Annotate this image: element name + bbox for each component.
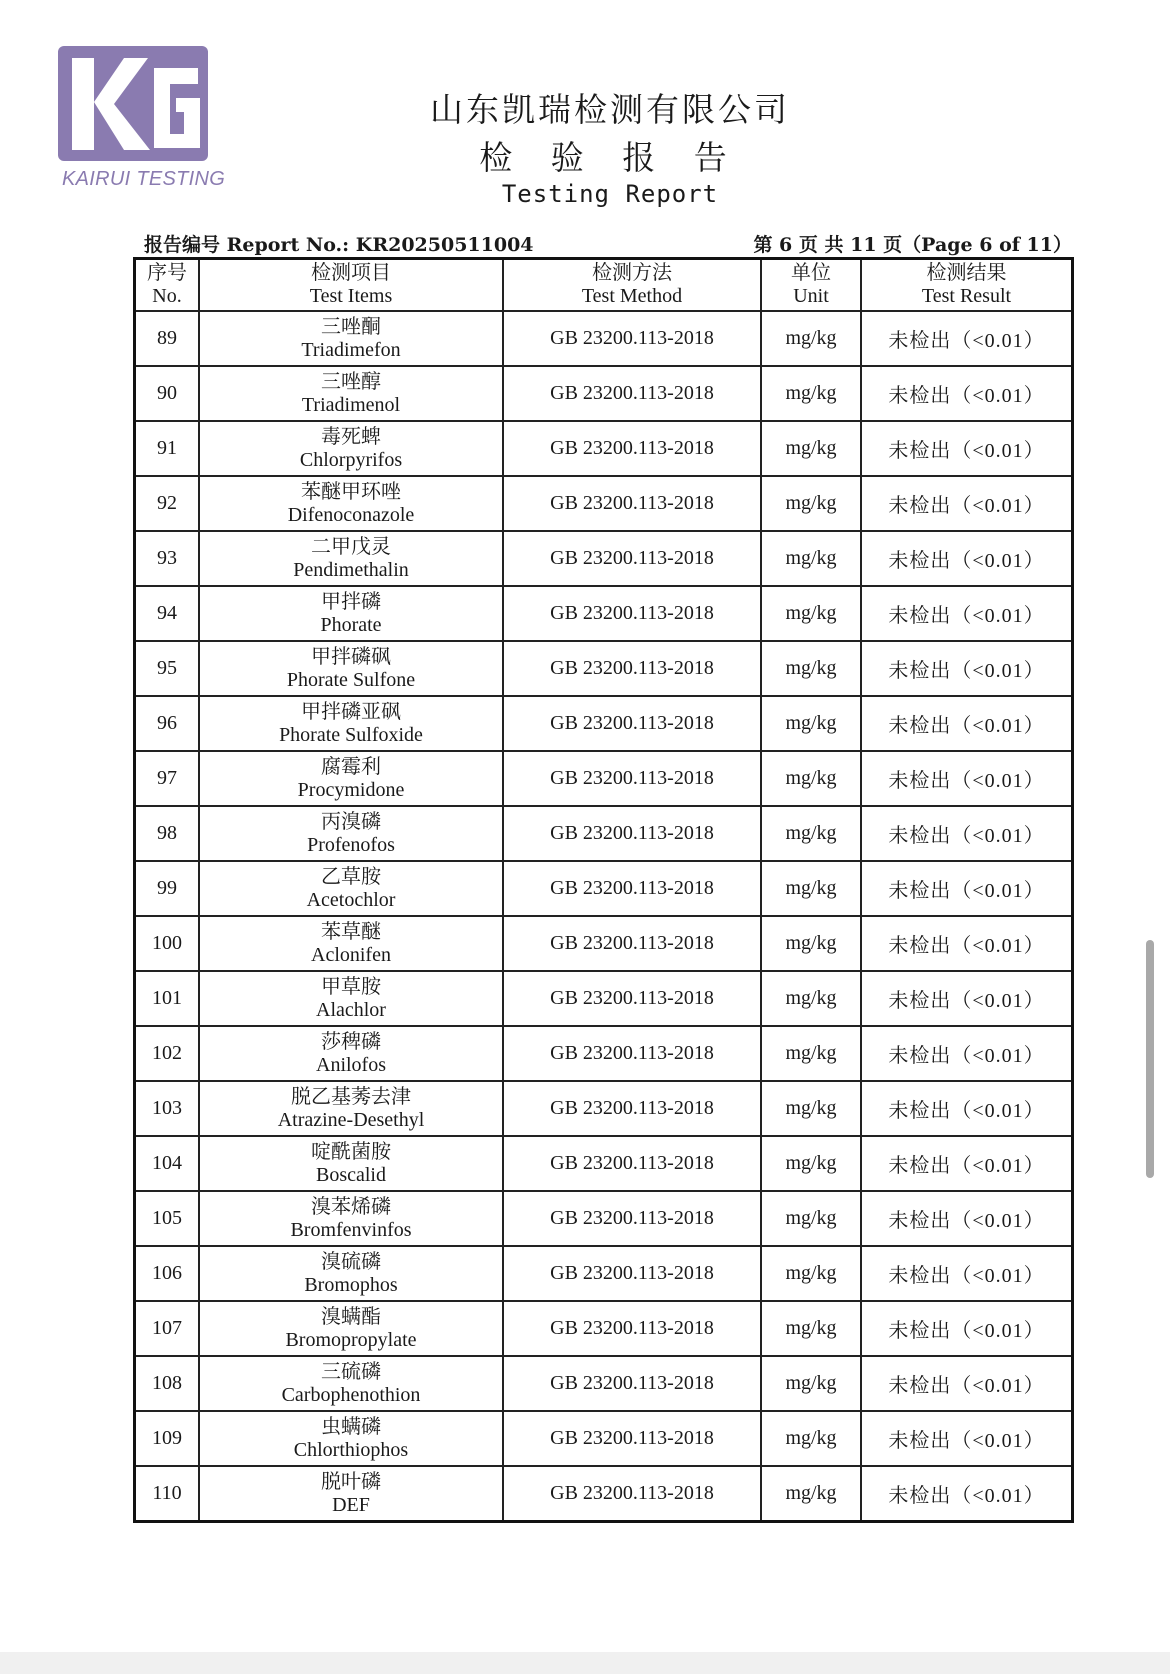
- test-method: GB 23200.113-2018: [503, 476, 761, 531]
- test-item: [199, 1411, 503, 1466]
- test-item-cn: 乙草胺: [321, 865, 381, 888]
- table-header-row: [135, 259, 1073, 312]
- test-method: GB 23200.113-2018: [503, 696, 761, 751]
- unit: mg/kg: [761, 1136, 861, 1191]
- test-item: [199, 806, 503, 861]
- row-number: 106: [135, 1246, 200, 1301]
- test-item-cn: 苯草醚: [321, 920, 381, 943]
- table-row: [135, 696, 1073, 751]
- test-item: [199, 311, 503, 366]
- test-item-cn: 毒死蜱: [321, 425, 381, 448]
- test-result: 未检出（<0.01）: [861, 1136, 1073, 1191]
- test-item: [199, 1191, 503, 1246]
- test-item: [199, 641, 503, 696]
- test-result: 未检出（<0.01）: [861, 1081, 1073, 1136]
- test-item-cn: 甲拌磷亚砜: [301, 700, 401, 723]
- test-item-cn: 啶酰菌胺: [311, 1140, 391, 1163]
- test-method: GB 23200.113-2018: [503, 641, 761, 696]
- test-item-cn: 溴硫磷: [321, 1250, 381, 1273]
- test-item-cn: 甲拌磷砜: [311, 645, 391, 668]
- test-item-en: Bromopropylate: [285, 1328, 417, 1351]
- row-number: 102: [135, 1026, 200, 1081]
- test-item-en: Difenoconazole: [287, 503, 415, 526]
- test-item-cn: 甲草胺: [321, 975, 381, 998]
- test-item-en: Acetochlor: [306, 888, 396, 911]
- table-row: [135, 586, 1073, 641]
- test-item-en: Bromophos: [304, 1273, 398, 1296]
- test-result: 未检出（<0.01）: [861, 1301, 1073, 1356]
- row-number: 96: [135, 696, 200, 751]
- test-method: GB 23200.113-2018: [503, 531, 761, 586]
- row-number: 92: [135, 476, 200, 531]
- unit: mg/kg: [761, 1191, 861, 1246]
- test-result: 未检出（<0.01）: [861, 421, 1073, 476]
- test-method: GB 23200.113-2018: [503, 366, 761, 421]
- table-row: [135, 1466, 1073, 1522]
- test-method: GB 23200.113-2018: [503, 1191, 761, 1246]
- test-item: [199, 366, 503, 421]
- test-item-en: Triadimefon: [301, 338, 401, 361]
- test-method: GB 23200.113-2018: [503, 311, 761, 366]
- test-item-cn: 三唑醇: [321, 370, 381, 393]
- table-row: [135, 476, 1073, 531]
- test-item-cn: 溴螨酯: [321, 1305, 381, 1328]
- test-result: 未检出（<0.01）: [861, 916, 1073, 971]
- row-number: 95: [135, 641, 200, 696]
- test-item-en: Phorate Sulfone: [286, 668, 416, 691]
- unit: mg/kg: [761, 1026, 861, 1081]
- test-item-en: Bromfenvinfos: [290, 1218, 412, 1241]
- row-number: 109: [135, 1411, 200, 1466]
- test-item: [199, 696, 503, 751]
- test-result: 未检出（<0.01）: [861, 1466, 1073, 1522]
- table-row: [135, 861, 1073, 916]
- table-row: [135, 1356, 1073, 1411]
- report-title-cn: 检 验 报 告: [479, 138, 741, 177]
- table-row: [135, 1411, 1073, 1466]
- unit: mg/kg: [761, 1301, 861, 1356]
- company-logo: [58, 46, 226, 196]
- row-number: 91: [135, 421, 200, 476]
- test-item-en: DEF: [332, 1493, 370, 1516]
- test-item-cn: 莎稗磷: [321, 1030, 381, 1053]
- row-number: 90: [135, 366, 200, 421]
- header-no: 序号 No.: [135, 259, 200, 312]
- unit: mg/kg: [761, 1081, 861, 1136]
- unit: mg/kg: [761, 421, 861, 476]
- table-row: [135, 1301, 1073, 1356]
- row-number: 103: [135, 1081, 200, 1136]
- row-number: 93: [135, 531, 200, 586]
- test-result: 未检出（<0.01）: [861, 1411, 1073, 1466]
- test-method: GB 23200.113-2018: [503, 1466, 761, 1522]
- test-method: GB 23200.113-2018: [503, 1136, 761, 1191]
- row-number: 101: [135, 971, 200, 1026]
- test-result: 未检出（<0.01）: [861, 476, 1073, 531]
- test-item: [199, 751, 503, 806]
- row-number: 89: [135, 311, 200, 366]
- row-number: 98: [135, 806, 200, 861]
- test-item-en: Alachlor: [316, 998, 386, 1021]
- unit: mg/kg: [761, 916, 861, 971]
- unit: mg/kg: [761, 971, 861, 1026]
- test-item-cn: 溴苯烯磷: [311, 1195, 391, 1218]
- row-number: 99: [135, 861, 200, 916]
- test-item-cn: 三唑酮: [321, 315, 381, 338]
- unit: mg/kg: [761, 1411, 861, 1466]
- test-method: GB 23200.113-2018: [503, 751, 761, 806]
- test-item: [199, 1466, 503, 1522]
- table-row: [135, 1081, 1073, 1136]
- test-method: GB 23200.113-2018: [503, 861, 761, 916]
- row-number: 97: [135, 751, 200, 806]
- test-item: [199, 476, 503, 531]
- table-row: [135, 751, 1073, 806]
- unit: mg/kg: [761, 861, 861, 916]
- test-results-table: [133, 257, 1074, 1523]
- test-result: 未检出（<0.01）: [861, 751, 1073, 806]
- unit: mg/kg: [761, 1356, 861, 1411]
- table-row: [135, 806, 1073, 861]
- test-item-en: Boscalid: [316, 1163, 386, 1186]
- header-test-result: 检测结果 Test Result: [861, 259, 1073, 312]
- test-result: 未检出（<0.01）: [861, 1246, 1073, 1301]
- test-item: [199, 861, 503, 916]
- test-result: 未检出（<0.01）: [861, 1356, 1073, 1411]
- test-method: GB 23200.113-2018: [503, 916, 761, 971]
- test-item-en: Phorate Sulfoxide: [279, 723, 423, 746]
- unit: mg/kg: [761, 751, 861, 806]
- header-unit: 单位 Unit: [761, 259, 861, 312]
- unit: mg/kg: [761, 366, 861, 421]
- test-item-cn: 腐霉利: [321, 755, 381, 778]
- test-item-en: Carbophenothion: [281, 1383, 421, 1406]
- test-item-en: Aclonifen: [311, 943, 391, 966]
- test-result: 未检出（<0.01）: [861, 311, 1073, 366]
- table-row: [135, 1191, 1073, 1246]
- unit: mg/kg: [761, 1246, 861, 1301]
- row-number: 107: [135, 1301, 200, 1356]
- test-item: [199, 1301, 503, 1356]
- unit: mg/kg: [761, 311, 861, 366]
- table-row: [135, 641, 1073, 696]
- test-item: [199, 1356, 503, 1411]
- unit: mg/kg: [761, 1466, 861, 1522]
- test-item-cn: 虫螨磷: [321, 1415, 381, 1438]
- unit: mg/kg: [761, 476, 861, 531]
- test-item: [199, 916, 503, 971]
- unit: mg/kg: [761, 641, 861, 696]
- test-result: 未检出（<0.01）: [861, 586, 1073, 641]
- unit: mg/kg: [761, 696, 861, 751]
- test-item: [199, 531, 503, 586]
- bottom-edge: [0, 1652, 1170, 1674]
- test-item: [199, 1246, 503, 1301]
- test-item-cn: 苯醚甲环唑: [301, 480, 401, 503]
- test-method: GB 23200.113-2018: [503, 1356, 761, 1411]
- test-result: 未检出（<0.01）: [861, 366, 1073, 421]
- unit: mg/kg: [761, 531, 861, 586]
- test-item: [199, 971, 503, 1026]
- test-method: GB 23200.113-2018: [503, 421, 761, 476]
- table-row: [135, 1246, 1073, 1301]
- test-item-en: Pendimethalin: [293, 558, 409, 581]
- table-row: [135, 311, 1073, 366]
- test-item-en: Chlorpyrifos: [299, 448, 403, 471]
- test-method: GB 23200.113-2018: [503, 806, 761, 861]
- test-result: 未检出（<0.01）: [861, 971, 1073, 1026]
- test-item-cn: 脱乙基莠去津: [291, 1085, 411, 1108]
- test-method: GB 23200.113-2018: [503, 1301, 761, 1356]
- test-item-cn: 甲拌磷: [321, 590, 381, 613]
- test-item-cn: 脱叶磷: [321, 1470, 381, 1493]
- table-row: [135, 366, 1073, 421]
- test-method: GB 23200.113-2018: [503, 971, 761, 1026]
- test-item: [199, 1081, 503, 1136]
- table-row: [135, 916, 1073, 971]
- table-row: [135, 531, 1073, 586]
- test-item-en: Procymidone: [297, 778, 405, 801]
- table-row: [135, 1026, 1073, 1081]
- row-number: 104: [135, 1136, 200, 1191]
- test-method: GB 23200.113-2018: [503, 1246, 761, 1301]
- header-test-method: 检测方法 Test Method: [503, 259, 761, 312]
- test-item-en: Atrazine-Desethyl: [277, 1108, 425, 1131]
- test-item: [199, 586, 503, 641]
- unit: mg/kg: [761, 586, 861, 641]
- logo-brand-text: KAIRUI TESTING: [62, 168, 226, 190]
- report-title-en: Testing Report: [501, 180, 719, 208]
- row-number: 94: [135, 586, 200, 641]
- test-result: 未检出（<0.01）: [861, 1026, 1073, 1081]
- test-result: 未检出（<0.01）: [861, 641, 1073, 696]
- test-result: 未检出（<0.01）: [861, 806, 1073, 861]
- test-item-en: Anilofos: [316, 1053, 386, 1076]
- page-indicator: 第 6 页 共 11 页（Page 6 of 11）: [753, 234, 1072, 256]
- table-row: [135, 1136, 1073, 1191]
- test-result: 未检出（<0.01）: [861, 696, 1073, 751]
- test-method: GB 23200.113-2018: [503, 586, 761, 641]
- scrollbar-thumb[interactable]: [1146, 940, 1154, 1178]
- test-item: [199, 1026, 503, 1081]
- row-number: 108: [135, 1356, 200, 1411]
- kg-logo-icon: [58, 46, 208, 161]
- row-number: 110: [135, 1466, 200, 1522]
- test-method: GB 23200.113-2018: [503, 1411, 761, 1466]
- table-row: [135, 421, 1073, 476]
- test-item-cn: 丙溴磷: [321, 810, 381, 833]
- test-item-en: Phorate: [320, 613, 382, 636]
- test-item-en: Chlorthiophos: [293, 1438, 409, 1461]
- test-method: GB 23200.113-2018: [503, 1026, 761, 1081]
- test-item: [199, 1136, 503, 1191]
- test-method: GB 23200.113-2018: [503, 1081, 761, 1136]
- header-test-items: 检测项目 Test Items: [199, 259, 503, 312]
- test-item-cn: 三硫磷: [321, 1360, 381, 1383]
- test-item-cn: 二甲戊灵: [311, 535, 391, 558]
- table-row: [135, 971, 1073, 1026]
- test-result: 未检出（<0.01）: [861, 861, 1073, 916]
- test-result: 未检出（<0.01）: [861, 531, 1073, 586]
- test-item-en: Triadimenol: [301, 393, 401, 416]
- test-item-en: Profenofos: [307, 833, 395, 856]
- row-number: 100: [135, 916, 200, 971]
- test-result: 未检出（<0.01）: [861, 1191, 1073, 1246]
- company-name: 山东凯瑞检测有限公司: [430, 90, 790, 129]
- unit: mg/kg: [761, 806, 861, 861]
- test-item: [199, 421, 503, 476]
- report-number: 报告编号 Report No.: KR20250511004: [144, 234, 534, 256]
- row-number: 105: [135, 1191, 200, 1246]
